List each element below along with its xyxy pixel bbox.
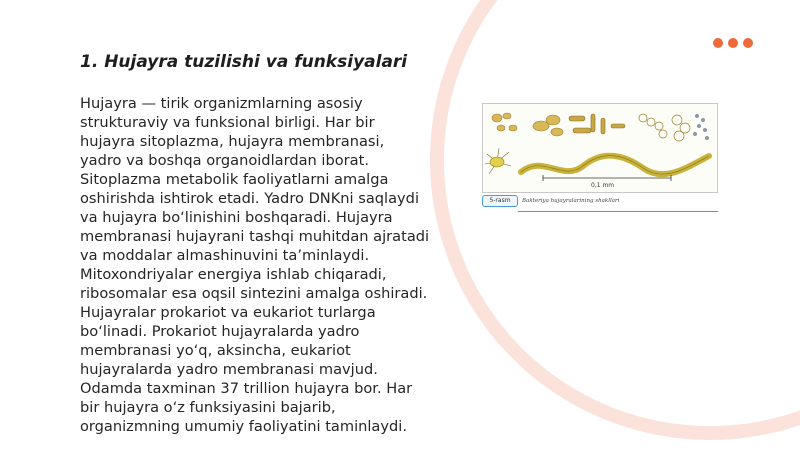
figure-caption: Bakteriya hujayralarining shakllari <box>522 198 620 204</box>
decorative-ring <box>430 0 800 440</box>
bacteria-illustration <box>483 104 717 192</box>
dot-icon <box>743 38 753 48</box>
bacteria-figure <box>482 103 718 215</box>
more-options-icon[interactable] <box>713 38 753 48</box>
figure-illustration <box>482 103 718 193</box>
slide-body-text: Hujayra — tirik organizmlarning asosiy strukturaviy va funksional birligi. Har bir hujayra sitoplazma, hujayra membranasi, yadro va boshqa organoidlardan iborat. Sitoplazma metabolik faoliyatlarni amalga oshirishda ishtirok etadi. Yadro DNKni saqlaydi va hujayra bo‘linishini boshqaradi. Hujayra membranasi hujayrani tashqi muhitdan ajratadi va moddalar almashinuvini ta’minlaydi. Mitoxondriyalar energiya ishlab chiqaradi, ribosomalar esa oqsil sintezini amalga oshiradi. Hujayralar prokariot va eukariot turlarga bo‘linadi. Prokariot hujayralarda yadro membranasi yo‘q, aksincha, eukariot hujayralarda yadro membranasi mavjud. Odamda taxminan 37 trillion hujayra bor. Har bir hujayra o‘z funksiyasini bajarib, organizmning umumiy faoliyatini taminlaydi. <box>80 95 430 435</box>
scale-label: 0,1 mm <box>591 182 615 189</box>
caption-divider <box>518 211 718 212</box>
figure-number-badge: 5-rasm <box>482 195 518 207</box>
dot-icon <box>728 38 738 48</box>
dot-icon <box>713 38 723 48</box>
slide-title: 1. Hujayra tuzilishi va funksiyalari <box>80 52 408 72</box>
